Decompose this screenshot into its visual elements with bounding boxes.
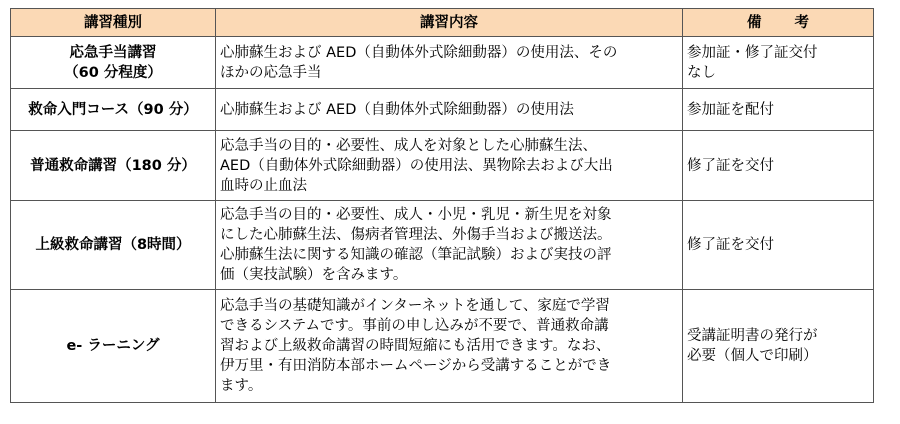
course-content-cell [216, 131, 683, 201]
course-content-line: ます。 [220, 378, 263, 394]
course-type-cell [11, 131, 216, 201]
course-table [10, 8, 874, 403]
course-content-line: ほかの応急手当 [220, 64, 322, 81]
remarks-line: 受講証明書の発行が [687, 328, 818, 344]
course-content-line: 伊万里・有田消防本部ホームページから受講することができ [220, 358, 612, 374]
remarks-line: 修了証を交付 [687, 157, 774, 174]
course-content-line: 応急手当の目的・必要性、成人を対象とした心肺蘇生法、 [220, 137, 597, 154]
course-type-cell [11, 201, 216, 290]
remarks-cell [683, 89, 874, 131]
remarks-line: なし [687, 64, 716, 81]
table-row-standard-lifesaving [11, 131, 874, 201]
course-type-line: 応急手当講習 [69, 44, 157, 61]
header-remarks: 備 考 [683, 9, 874, 37]
course-type-cell [11, 37, 216, 89]
header-course-content: 講習内容 [216, 9, 683, 37]
course-content-line: 心肺蘇生および AED（自動体外式除細動器）の使用法、その [220, 44, 618, 61]
remarks-line: 参加証・修了証交付 [687, 44, 818, 61]
table-row-first-aid [11, 37, 874, 89]
course-content-line: 価（実技試験）を含みます。 [220, 267, 408, 283]
course-content-line: 心肺蘇生法に関する知識の確認（筆記試験）および実技の評 [220, 247, 612, 263]
course-type-line: e- ラーニング [66, 338, 160, 354]
remarks-cell [683, 131, 874, 201]
course-content-line: にした心肺蘇生法、傷病者管理法、外傷手当および搬送法。 [220, 227, 612, 243]
course-content-line: AED（自動体外式除細動器）の使用法、異物除去および大出 [220, 157, 613, 174]
course-type-line: （60 分程度） [64, 64, 162, 81]
table-row-advanced-lifesaving [11, 201, 874, 290]
table-row-e-learning [11, 290, 874, 403]
course-type-cell [11, 290, 216, 403]
course-type-line: 普通救命講習（180 分） [30, 157, 196, 174]
remarks-cell [683, 290, 874, 403]
remarks-line: 修了証を交付 [687, 237, 774, 253]
remarks-cell [683, 201, 874, 290]
table-row-intro-course [11, 89, 874, 131]
course-content-cell [216, 37, 683, 89]
course-type-line: 救命入門コース（90 分） [28, 101, 198, 118]
course-content-cell [216, 201, 683, 290]
course-content-line: 応急手当の目的・必要性、成人・小児・乳児・新生児を対象 [220, 207, 612, 223]
course-content-line: できるシステムです。事前の申し込みが不要で、普通救命講 [220, 318, 609, 334]
remarks-line: 必要（個人で印刷） [687, 348, 818, 364]
remarks-line: 参加証を配付 [687, 101, 774, 118]
course-content-line: 心肺蘇生および AED（自動体外式除細動器）の使用法 [220, 101, 574, 118]
course-content-cell [216, 290, 683, 403]
remarks-cell [683, 37, 874, 89]
table-header-row [11, 9, 874, 37]
course-content-line: 習および上級救命講習の時間短縮にも活用できます。なお、 [220, 338, 611, 354]
header-course-type: 講習種別 [11, 9, 216, 37]
course-content-line: 血時の止血法 [220, 177, 307, 194]
course-type-line: 上級救命講習（8時間） [35, 237, 191, 253]
course-content-cell [216, 89, 683, 131]
course-content-line: 応急手当の基礎知識がインターネットを通して、家庭で学習 [220, 298, 610, 314]
course-type-cell [11, 89, 216, 131]
